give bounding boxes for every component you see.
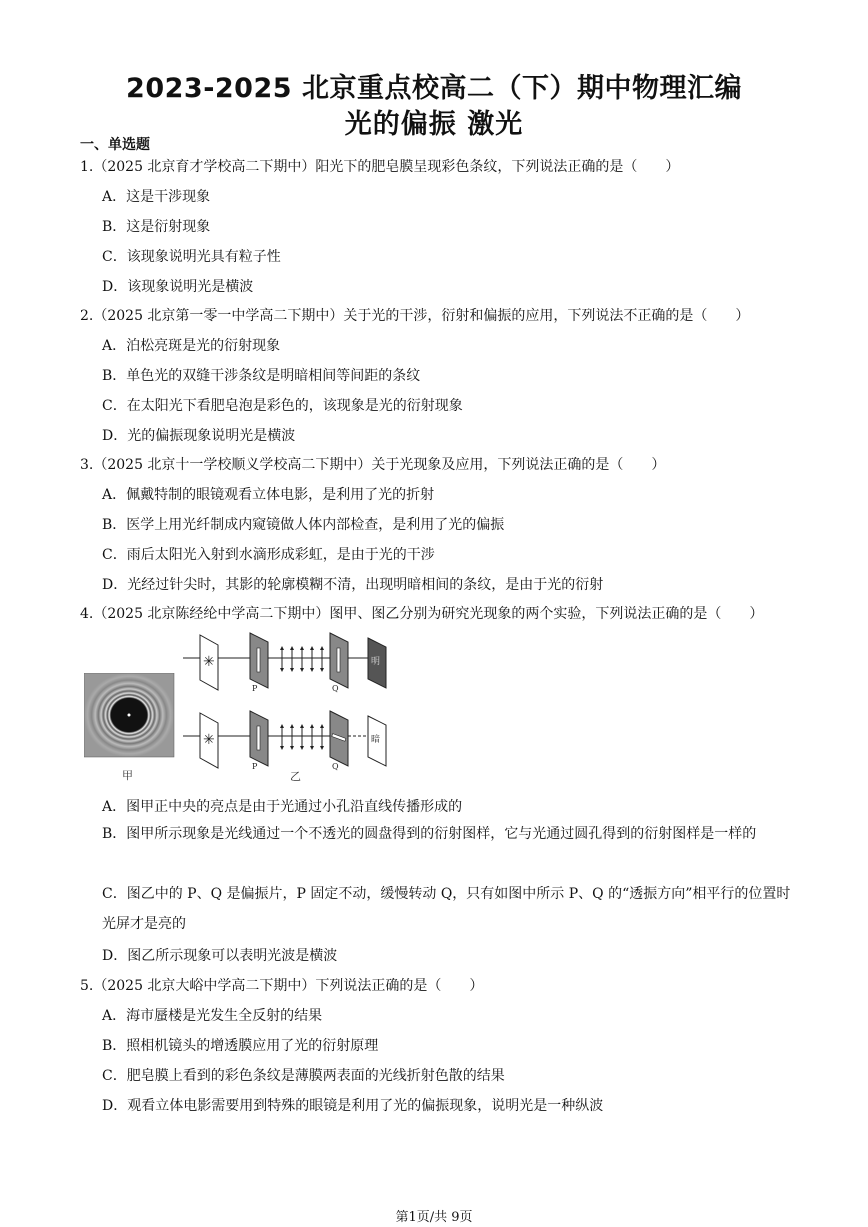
question-3-option-d: D．光经过针尖时，其影的轮廓模糊不清，出现明暗相间的条纹，是由于光的衍射 — [102, 577, 604, 593]
question-4-option-c: C．图乙中的 P、Q 是偏振片，P 固定不动，缓慢转动 Q，只有如图中所示 P、Q 的“透振方向”相平行的位置时光屏才是亮的 — [102, 886, 791, 932]
question-1-stem: 1.（2025 北京育才学校高二下期中）阳光下的肥皂膜呈现彩色条纹，下列说法正确的是（ ） — [80, 159, 680, 175]
question-4-option-d: D．图乙所示现象可以表明光波是横波 — [102, 948, 338, 964]
section-heading: 一、单选题 — [80, 137, 150, 153]
question-2-option-a: A．泊松亮斑是光的衍射现象 — [102, 338, 281, 354]
svg-text:✳: ✳ — [203, 654, 215, 670]
question-2-stem: 2.（2025 北京第一零一中学高二下期中）关于光的干涉，衍射和偏振的应用，下列说法不正确的是（ ） — [80, 308, 750, 324]
svg-text:P: P — [252, 762, 258, 771]
question-5-option-d: D．观看立体电影需要用到特殊的眼镜是利用了光的偏振现象，说明光是一种纵波 — [102, 1098, 604, 1114]
question-5-stem: 5.（2025 北京大峪中学高二下期中）下列说法正确的是（ ） — [80, 978, 484, 994]
page-footer: 第1页/共 9页 — [395, 1210, 473, 1225]
figure-polarizer-bright — [180, 630, 400, 700]
figure-label-yi: 乙 — [290, 770, 301, 783]
figure-polarizer-dark — [180, 708, 400, 786]
document-subtitle: 光的偏振 激光 — [344, 109, 524, 140]
figure-label-jia: 甲 — [122, 769, 133, 781]
svg-text:Q: Q — [332, 762, 339, 771]
svg-text:P: P — [252, 684, 258, 693]
question-2-option-d: D．光的偏振现象说明光是横波 — [102, 428, 296, 444]
question-3-option-a: A．佩戴特制的眼镜观看立体电影，是利用了光的折射 — [102, 487, 435, 503]
question-2-option-b: B．单色光的双缝干涉条纹是明暗相间等间距的条纹 — [102, 368, 421, 384]
question-4-option-b: B．图甲所示现象是光线通过一个不透光的圆盘得到的衍射图样，它与光通过圆孔得到的衍射图样是一样的 — [102, 826, 757, 842]
svg-text:Q: Q — [332, 684, 339, 693]
question-3-stem: 3.（2025 北京十一学校顺义学校高二下期中）关于光现象及应用，下列说法正确的是（ ） — [80, 457, 666, 473]
svg-text:明: 明 — [371, 657, 381, 667]
question-1-option-c: C．该现象说明光具有粒子性 — [102, 249, 281, 265]
question-4-stem: 4.（2025 北京陈经纶中学高二下期中）图甲、图乙分别为研究光现象的两个实验，下列说法正确的是（ ） — [80, 606, 764, 622]
question-3-option-b: B．医学上用光纤制成内窥镜做人体内部检查，是利用了光的偏振 — [102, 517, 505, 533]
question-5-option-c: C．肥皂膜上看到的彩色条纹是薄膜两表面的光线折射色散的结果 — [102, 1068, 505, 1084]
question-1-option-b: B．这是衍射现象 — [102, 219, 211, 235]
question-4-option-a: A．图甲正中央的亮点是由于光通过小孔沿直线传播形成的 — [102, 799, 463, 815]
question-2-option-c: C．在太阳光下看肥皂泡是彩色的，该现象是光的衍射现象 — [102, 398, 463, 414]
question-3-option-c: C．雨后太阳光入射到水滴形成彩虹，是由于光的干涉 — [102, 547, 435, 563]
question-1-option-d: D．该现象说明光是横波 — [102, 279, 254, 295]
question-5-option-a: A．海市蜃楼是光发生全反射的结果 — [102, 1008, 323, 1024]
svg-text:✳: ✳ — [203, 732, 215, 748]
svg-text:暗: 暗 — [371, 735, 381, 745]
document-title: 2023-2025 北京重点校高二（下）期中物理汇编 — [126, 73, 742, 104]
figure-jia — [84, 673, 176, 781]
question-1-option-a: A．这是干涉现象 — [102, 189, 211, 205]
question-5-option-b: B．照相机镜头的增透膜应用了光的衍射原理 — [102, 1038, 379, 1054]
